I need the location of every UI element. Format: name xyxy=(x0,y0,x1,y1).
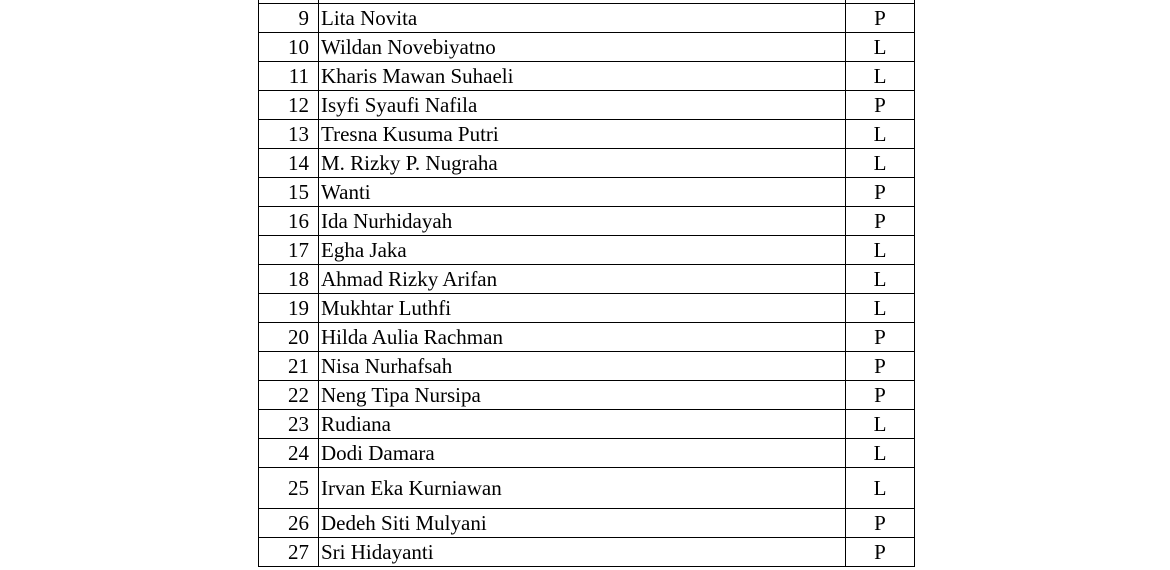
row-number: 24 xyxy=(259,439,319,468)
gender-code: L xyxy=(846,294,915,323)
table-row xyxy=(259,352,915,381)
table-row xyxy=(259,439,915,468)
row-number: 23 xyxy=(259,410,319,439)
table-row xyxy=(259,4,915,33)
student-name: M. Rizky P. Nugraha xyxy=(319,149,846,178)
student-name: Isyfi Syaufi Nafila xyxy=(319,91,846,120)
student-name: Nisa Nurhafsah xyxy=(319,352,846,381)
table-row xyxy=(259,509,915,538)
gender-code: L xyxy=(846,120,915,149)
gender-code: L xyxy=(846,62,915,91)
student-name: Mukhtar Luthfi xyxy=(319,294,846,323)
student-name: Neng Tipa Nursipa xyxy=(319,381,846,410)
table-row xyxy=(259,207,915,236)
student-list-body xyxy=(259,0,915,567)
row-number: 13 xyxy=(259,120,319,149)
row-number: 22 xyxy=(259,381,319,410)
row-number: 12 xyxy=(259,91,319,120)
row-number: 25 xyxy=(259,468,319,509)
student-name: Sri Hidayanti xyxy=(319,538,846,567)
student-name: Dodi Damara xyxy=(319,439,846,468)
row-number: 10 xyxy=(259,33,319,62)
row-number: 27 xyxy=(259,538,319,567)
row-number: 21 xyxy=(259,352,319,381)
gender-code: P xyxy=(846,538,915,567)
row-number: 16 xyxy=(259,207,319,236)
student-name: Hilda Aulia Rachman xyxy=(319,323,846,352)
table-row xyxy=(259,265,915,294)
gender-code: L xyxy=(846,468,915,509)
row-number: 14 xyxy=(259,149,319,178)
table-row xyxy=(259,538,915,567)
gender-code: L xyxy=(846,236,915,265)
gender-code: P xyxy=(846,207,915,236)
row-number: 18 xyxy=(259,265,319,294)
student-name: Lita Novita xyxy=(319,4,846,33)
gender-code: P xyxy=(846,509,915,538)
table-row xyxy=(259,120,915,149)
gender-code: L xyxy=(846,33,915,62)
row-number: 26 xyxy=(259,509,319,538)
student-name: Egha Jaka xyxy=(319,236,846,265)
row-number: 9 xyxy=(259,4,319,33)
row-number: 20 xyxy=(259,323,319,352)
gender-code: P xyxy=(846,323,915,352)
student-name: Irvan Eka Kurniawan xyxy=(319,468,846,509)
student-list-table-container xyxy=(258,0,915,567)
table-row xyxy=(259,62,915,91)
table-row xyxy=(259,294,915,323)
gender-code: P xyxy=(846,178,915,207)
student-name: Ida Nurhidayah xyxy=(319,207,846,236)
table-row xyxy=(259,236,915,265)
gender-code: P xyxy=(846,352,915,381)
student-name: Kharis Mawan Suhaeli xyxy=(319,62,846,91)
gender-code: P xyxy=(846,381,915,410)
row-number: 11 xyxy=(259,62,319,91)
gender-code: L xyxy=(846,410,915,439)
row-number: 19 xyxy=(259,294,319,323)
gender-code: P xyxy=(846,91,915,120)
table-row xyxy=(259,149,915,178)
row-number: 15 xyxy=(259,178,319,207)
student-name: Wanti xyxy=(319,178,846,207)
student-name: Tresna Kusuma Putri xyxy=(319,120,846,149)
row-number: 17 xyxy=(259,236,319,265)
table-row xyxy=(259,410,915,439)
gender-code: P xyxy=(846,4,915,33)
table-row xyxy=(259,91,915,120)
student-name: Rudiana xyxy=(319,410,846,439)
table-row xyxy=(259,33,915,62)
gender-code: L xyxy=(846,149,915,178)
student-name: Wildan Novebiyatno xyxy=(319,33,846,62)
table-row xyxy=(259,468,915,509)
student-name: Dedeh Siti Mulyani xyxy=(319,509,846,538)
student-list-table xyxy=(258,0,915,567)
table-row xyxy=(259,323,915,352)
table-row xyxy=(259,381,915,410)
gender-code: L xyxy=(846,265,915,294)
table-row xyxy=(259,178,915,207)
student-name: Ahmad Rizky Arifan xyxy=(319,265,846,294)
gender-code: L xyxy=(846,439,915,468)
